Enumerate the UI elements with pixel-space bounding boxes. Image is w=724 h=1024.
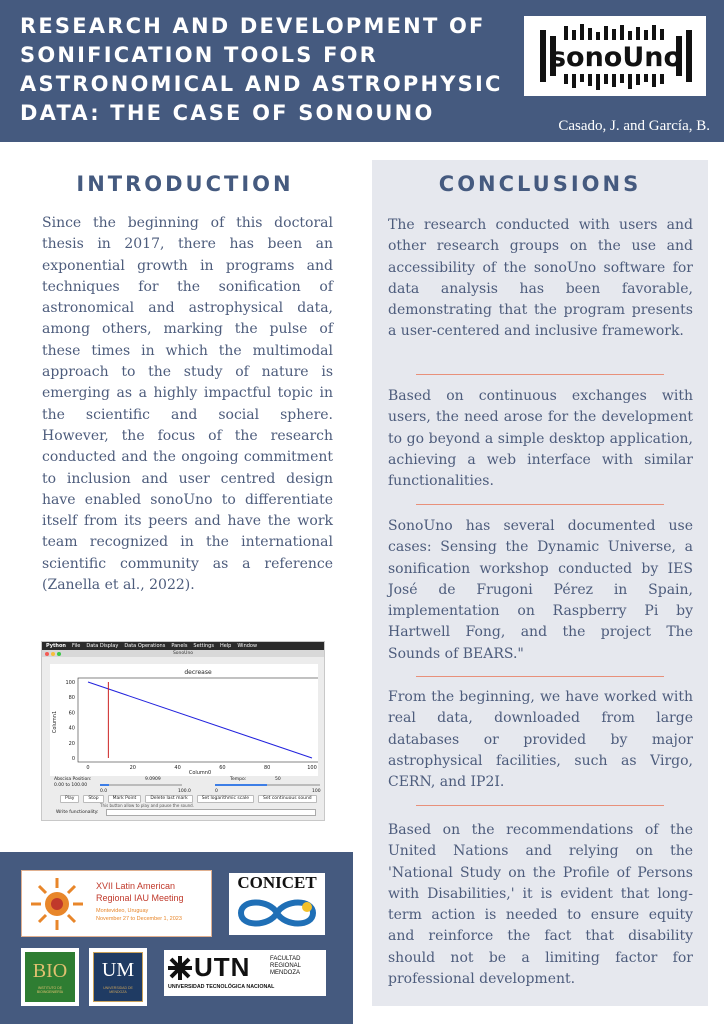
screenshot-menubar [42,642,324,650]
conicet-logo [229,873,325,935]
y-tick-label: 0 [71,756,75,762]
introduction-heading: INTRODUCTION [76,172,294,196]
y-tick-label: 60 [68,710,75,717]
x-tick-label: 100 [307,765,317,771]
maximize-dot-icon [57,652,61,656]
iau-sun-icon [28,874,86,934]
abscisa-label: Abscisa Position: [54,777,92,782]
utn-logo [164,950,326,996]
iau-title-line-2: Regional IAU Meeting [96,893,184,903]
tempo-slider[interactable] [215,784,320,786]
utn-side-text: FACULTAD REGIONAL MENDOZA [270,956,301,976]
abscisa-slider[interactable] [100,784,182,786]
conclusion-paragraph-5: Based on the recommendations of the United Nations and relying on the 'National Study on the Profile of Persons with Disabilities,' it is evident that long-term action is needed to ensure equity and reinforce the fact that disability should not be a limiting factor for professional development. [388,822,693,988]
conclusion-paragraph-1: The research conducted with users and other research groups on the use and accessibility of the sonoUno software for data analysis has been favorable, demonstrating that the program presents a user-centered and inclusive framework. [388,217,693,340]
data-series-line [88,682,312,758]
plot-area [50,664,318,776]
iau-title-line-1: XVII Latin American [96,881,176,891]
conclusion-paragraph-2: Based on continuous exchanges with users, the need arose for the development to go beyond a simple desktop application, achieving a web interface with similar functionalities. [388,388,693,490]
menu-item-window[interactable]: Window [237,643,258,649]
bio-text: BIO [32,960,68,982]
tempo-slider-max: 100 [312,789,321,794]
utn-emblem-icon [168,956,192,980]
bio-logo [21,948,79,1006]
close-dot-icon [45,652,49,656]
play-button[interactable]: Play [60,795,79,803]
screenshot-hint: This button allow to play and pause the sound. [100,803,194,808]
um-logo [89,948,147,1006]
tempo-label: Tempo: [230,777,247,782]
menu-item-panels[interactable]: Panels [171,643,188,649]
plot-title: decrease [184,669,212,676]
conclusion-divider [416,504,664,505]
write-functionality-input[interactable] [106,809,316,816]
x-tick-label: 20 [129,765,136,771]
conicet-text: CONICET [237,873,317,892]
menu-item-data-display[interactable]: Data Display [86,643,119,649]
screenshot-button-row [60,795,317,803]
utn-subtext: UNIVERSIDAD TECNOLÓGICA NACIONAL [168,984,275,990]
y-tick-label: 40 [68,725,75,732]
iau-dates: November 27 to December 1, 2023 [96,916,182,922]
conclusion-divider [416,805,664,806]
menu-item-file[interactable]: File [71,643,81,649]
menu-item-data-operations[interactable]: Data Operations [124,643,166,649]
x-tick-label: 80 [264,765,271,771]
abscisa-slider-max: 100.0 [178,789,191,794]
sonouno-logo [524,16,706,96]
plot-xlabel: Column0 [188,770,212,776]
conclusion-divider [416,676,664,677]
bio-subtext: INSTITUTO DE BIOINGENIERÍA [36,986,64,994]
screenshot-titlebar [42,650,324,657]
abscisa-value: 9.0909 [145,777,161,782]
delete-last-mark-button[interactable]: Delete last mark [145,795,192,803]
write-functionality-label: Write functionality: [56,810,99,815]
minimize-dot-icon [51,652,55,656]
logos-panel [0,852,353,1024]
poster-title: RESEARCH AND DEVELOPMENT OF SONIFICATION TOOLS FOR ASTRONOMICAL AND ASTROPHYSIC DATA: THE CASE OF SONOUNO [20,14,503,125]
conclusion-paragraph-3: SonoUno has several documented use cases: Sensing the Dynamic Universe, a sonification workshop conducted by IES José de Frugoni Pérez in Spain, implementation on Raspberry Pi by Hartwell Fong, and the project The Sounds of BEARS." [388,518,693,662]
conclusions-heading: CONCLUSIONS [438,172,642,196]
sonouno-logo-text: sonoUno [549,42,683,73]
tempo-value: 50 [275,777,281,782]
y-tick-label: 100 [65,680,75,686]
plot-ylabel: Column1 [52,710,58,734]
stop-button[interactable]: Stop [83,795,103,803]
y-tick-label: 20 [68,740,75,747]
x-tick-label: 60 [219,765,226,771]
menu-item-python[interactable]: Python [46,643,66,649]
decrease-plot [50,664,318,776]
abscisa-slider-min: 0.0 [100,789,108,794]
x-tick-label: 40 [174,765,181,771]
iau-meeting-logo [21,870,212,937]
utn-text: UTN [194,952,251,982]
conclusion-divider [416,374,664,375]
menu-item-help[interactable]: Help [219,643,232,649]
sonouno-screenshot [41,641,325,821]
conicet-infinity-icon [229,893,325,935]
menu-item-settings[interactable]: Settings [193,643,214,649]
screenshot-window-title: SonoUno [172,651,194,656]
set-continuous-sound-button[interactable]: Set continuous sound [258,795,317,803]
mark-point-button[interactable]: Mark Point [108,795,142,803]
x-tick-label: 0 [86,765,90,771]
y-tick-label: 80 [68,695,75,702]
abscisa-range: 0.00 to 100.00 [54,783,88,788]
header-banner [0,0,724,142]
authors: Casado, J. and García, B. [558,118,710,134]
introduction-text: Since the beginning of this doctoral thesis in 2017, there has been an exponential growth in programs and techniques for the sonification of astronomical and astrophysical data, among others, marking the pulse of these times in which the multimodal approach to the study of nature is emerging as a highly impactful topic in the scientific and social sphere. However, the focus of the research conducted and the ongoing commitment to inclusion and user centred design have enabled sonoUno to differentiate itself from its peers and have the work team recognized in the international scientific community as a reference (Zanella et al., 2022). [42,215,333,594]
tempo-slider-min: 0 [215,789,218,794]
conclusion-paragraph-4: From the beginning, we have worked with real data, downloaded from large databases or provided by major astrophysical facilities, such as Virgo, CERN, and IP2I. [388,689,693,791]
um-subtext: UNIVERSIDAD DE MENDOZA [103,986,133,994]
iau-place: Montevideo, Uruguay [96,908,149,914]
set-logarithmic-scale-button[interactable]: Set logarithmic scale [197,795,254,803]
um-text: UM [101,959,135,981]
